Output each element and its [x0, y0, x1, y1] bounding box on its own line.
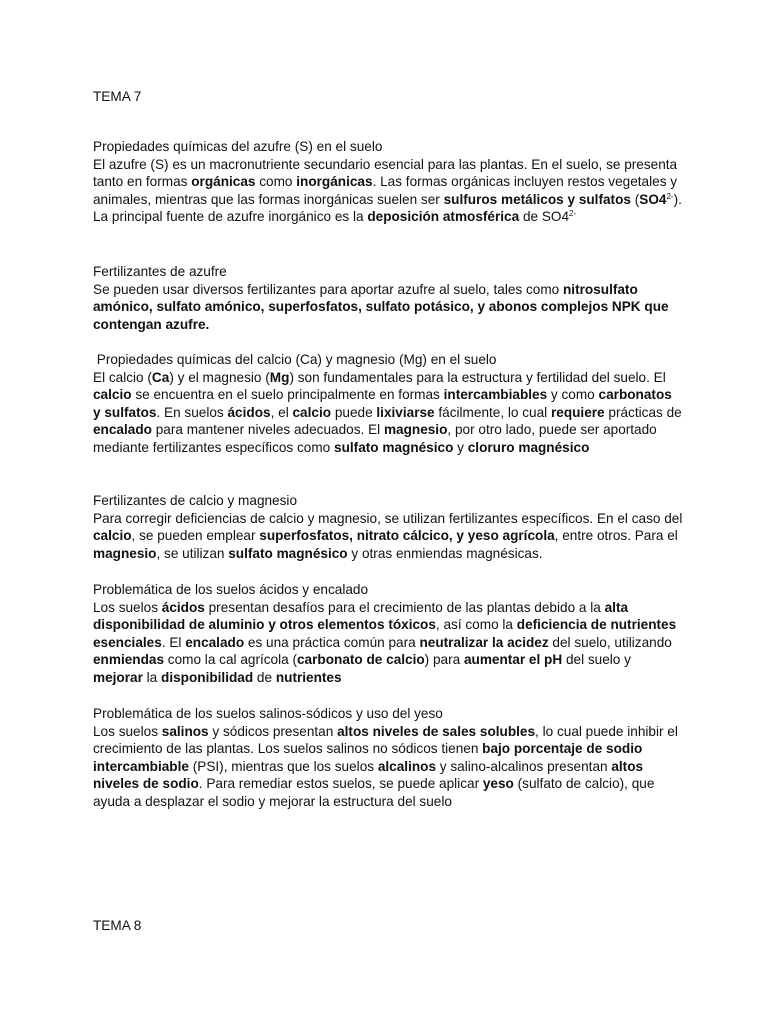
section-body: El calcio (Ca) y el magnesio (Mg) son fundamentales para la estructura y fertilidad del suelo. El calcio se encuentra en el suelo principalmente en formas intercambiables y como carbonatos y sulfatos. En suelos ácidos, el calcio puede lixiviarse fácilmente, lo cual requiere prácticas de encalado para mantener niveles adecuados. El magnesio, por otro lado, puede ser aportado mediante fertilizantes específicos como sulfato magnésico y cloruro magnésico [93, 369, 682, 455]
section-title: Fertilizantes de azufre [93, 264, 227, 279]
heading-tema-8: TEMA 8 [93, 918, 142, 933]
section-title: Propiedades químicas del azufre (S) en el suelo [93, 139, 383, 154]
heading-tema-7: TEMA 7 [93, 89, 142, 104]
section-azufre-fertilizantes [93, 263, 683, 333]
section-suelos-salinos-sodicos [93, 705, 683, 811]
section-title: Fertilizantes de calcio y magnesio [93, 493, 297, 508]
section-body: Los suelos ácidos presentan desafíos para el crecimiento de las plantas debido a la alta disponibilidad de aluminio y otros elementos tóxicos, así como la deficiencia de nutrientes esenciales. El encalado es una práctica común para neutralizar la acidez del suelo, utilizando enmiendas como la cal agrícola (carbonato de calcio) para aumentar el pH del suelo y mejorar la disponibilidad de nutrientes [93, 599, 677, 685]
section-title: Propiedades químicas del calcio (Ca) y magnesio (Mg) en el suelo [93, 352, 497, 367]
section-calcio-magnesio-fertilizantes [93, 492, 683, 562]
section-body: Para corregir deficiencias de calcio y magnesio, se utilizan fertilizantes específicos. En el caso del calcio, se pueden emplear superfosfatos, nitrato cálcico, y yeso agrícola, entre otros. Para el magnesio, se utilizan sulfato magnésico y otras enmiendas magnésicas. [93, 510, 683, 561]
section-calcio-magnesio-propiedades [93, 351, 683, 457]
section-azufre-propiedades [93, 138, 683, 226]
section-title: Problemática de los suelos ácidos y encalado [93, 582, 369, 597]
section-suelos-acidos [93, 581, 683, 687]
section-body: Los suelos salinos y sódicos presentan altos niveles de sales solubles, lo cual puede inhibir el crecimiento de las plantas. Los suelos salinos no sódicos tienen bajo porcentaje de sodio intercambiable (PSI), mientras que los suelos alcalinos y salino-alcalinos presentan altos niveles de sodio. Para remediar estos suelos, se puede aplicar yeso (sulfato de calcio), que ayuda a desplazar el sodio y mejorar la estructura del suelo [93, 723, 678, 809]
section-body: Se pueden usar diversos fertilizantes para aportar azufre al suelo, tales como nitrosulfato amónico, sulfato amónico, superfosfatos, sulfato potásico, y abonos complejos NPK que contengan azufre. [93, 281, 669, 332]
section-body: El azufre (S) es un macronutriente secundario esencial para las plantas. En el suelo, se presenta tanto en formas orgánicas como inorgánicas. Las formas orgánicas incluyen restos vegetales y animales, mientras que las formas inorgánicas suelen ser sulfuros metálicos y sulfatos $(SO4^{2-})$. La principal fuente de azufre inorgánico es la deposición atmosférica de $SO4^{2-}$ [93, 156, 682, 225]
section-title: Problemática de los suelos salinos-sódicos y uso del yeso [93, 706, 443, 721]
